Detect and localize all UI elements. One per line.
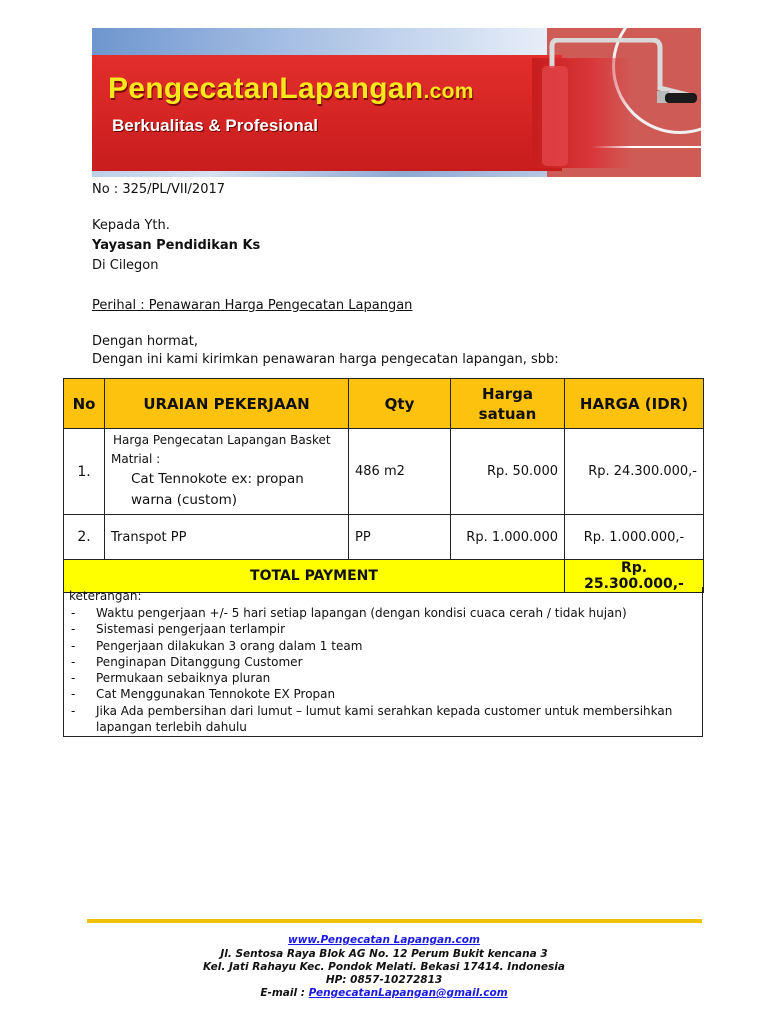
email-label: E-mail : (260, 987, 309, 999)
row-description-sub: Matrial : (111, 451, 161, 466)
row-unit-price: Rp. 1.000.000 (451, 515, 565, 560)
row-qty: PP (349, 515, 451, 560)
footer-address-line-2: Kel. Jati Rahayu Kec. Pondok Melati. Bekasi 17414. Indonesia (203, 961, 565, 973)
list-item: - Waktu pengerjaan +/- 5 hari setiap lapangan (dengan kondisi cuaca cerah / tidak hujan) (71, 606, 627, 620)
footer-phone: HP: 0857-10272813 (325, 974, 443, 986)
footer-website (0, 934, 768, 946)
paint-roller-icon (532, 38, 697, 173)
row-description-item: Cat Tennokote ex: propan warna (custom) (131, 470, 304, 508)
letter-subject: Perihal : Penawaran Harga Pengecatan Lapangan (92, 298, 413, 313)
header-total-price: HARGA (IDR) (565, 379, 704, 429)
total-label: TOTAL PAYMENT (64, 560, 565, 593)
row-unit-price: Rp. 50.000 (451, 429, 565, 515)
header-banner (92, 28, 701, 177)
letter-number: No : 325/PL/VII/2017 (92, 182, 226, 197)
list-item: - Jika Ada pembersihan dari lumut – lumut kami serahkan kepada customer untuk membersihkan lapangan terlebih dahulu (71, 703, 673, 735)
header-unit-price: Harga satuan (451, 379, 565, 429)
footer-email (0, 987, 768, 999)
row-number: 2. (64, 515, 105, 560)
letter-intro: Dengan ini kami kirimkan penawaran harga pengecatan lapangan, sbb: (92, 352, 559, 367)
row-description: Transpot PP (105, 515, 349, 560)
list-item: - Cat Menggunakan Tennokote EX Propan (71, 687, 336, 702)
price-table (63, 378, 704, 593)
brand-title: PengecatanLapangan.com (108, 72, 474, 105)
row-price: Rp. 24.300.000,- (565, 429, 704, 515)
notes-label: keterangan: (69, 589, 142, 603)
list-item: - Permukaan sebaiknya pluran (71, 671, 271, 686)
row-qty: 486 m2 (349, 429, 451, 515)
list-item: - Sistemasi pengerjaan terlampir (71, 622, 286, 637)
addressee-label: Kepada Yth. (92, 218, 170, 233)
email-link[interactable]: PengecatanLapangan@gmail.com (308, 987, 508, 999)
footer-address-line-1: Jl. Sentosa Raya Blok AG No. 12 Perum Bukit kencana 3 (220, 948, 548, 960)
letter-greeting: Dengan hormat, (92, 334, 199, 349)
row-number: 1. (64, 429, 105, 515)
table-row (64, 515, 704, 560)
brand-tagline: Berkualitas & Profesional (112, 116, 318, 135)
banner-sky-strip (92, 28, 547, 58)
list-item: - Penginapan Ditanggung Customer (71, 654, 303, 669)
list-item: - Pengerjaan dilakukan 3 orang dalam 1 team (71, 638, 363, 653)
header-description: URAIAN PEKERJAAN (105, 379, 349, 429)
notes-box (63, 587, 703, 737)
website-link[interactable]: www.Pengecatan Lapangan.com (288, 934, 480, 946)
table-row (64, 429, 704, 515)
total-value: Rp. 25.300.000,- (565, 560, 704, 593)
footer-divider (87, 919, 702, 923)
recipient-location: Di Cilegon (92, 258, 159, 273)
recipient-name: Yayasan Pendidikan Ks (92, 238, 261, 253)
table-header-row (64, 379, 704, 429)
row-description-title: Harga Pengecatan Lapangan Basket (113, 432, 331, 447)
row-price: Rp. 1.000.000,- (565, 515, 704, 560)
header-no: No (64, 379, 105, 429)
notes-list (69, 605, 689, 735)
header-qty: Qty (349, 379, 451, 429)
row-description (105, 429, 349, 515)
